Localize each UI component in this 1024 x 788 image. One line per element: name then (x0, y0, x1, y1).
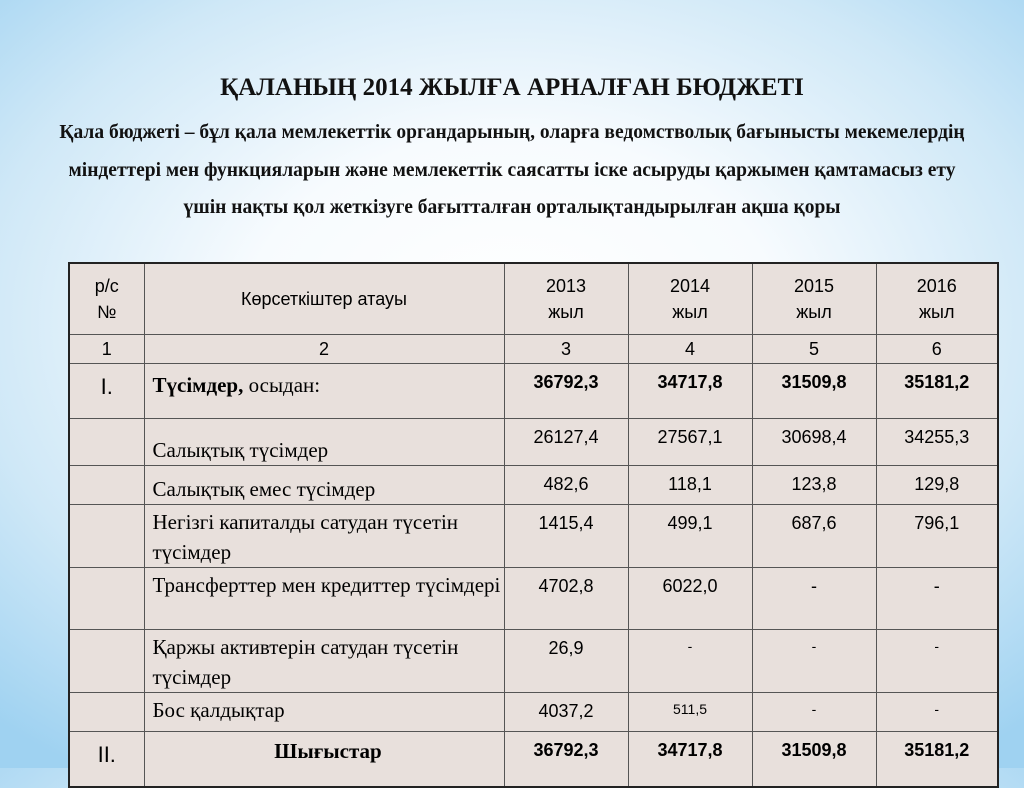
row-value-2013: 26127,4 (504, 419, 628, 466)
row-value-2014: 34717,8 (628, 732, 752, 788)
table-row (69, 630, 998, 693)
row-value-2014: 499,1 (628, 505, 752, 568)
row-value-2014: - (628, 630, 752, 693)
row-name: Салықтық емес түсімдер (144, 466, 504, 505)
table-header-row (69, 263, 998, 335)
row-name: Негізгі капиталды сатудан түсетін түсімдер (144, 505, 504, 568)
row-name-suffix: осыдан: (243, 373, 321, 397)
header-year-2015: 2015 жыл (752, 263, 876, 335)
slide-subtitle: Қала бюджеті – бұл қала мемлекеттік органдарының, оларға ведомстволық бағынысты мекемелердің міндеттері мен функцияларын және мемлекеттік саясатты іске асыруды қаржымен қамтамасыз ету үшін нақты қол жеткізуге бағытталған орталықтандырылған ақша қоры (59, 122, 965, 218)
slide-title: ҚАЛАНЫҢ 2014 ЖЫЛҒА АРНАЛҒАН БЮДЖЕТІ (220, 74, 804, 101)
row-value-2016: 35181,2 (876, 732, 998, 788)
row-value-2016: 35181,2 (876, 364, 998, 419)
row-value-2015: - (752, 568, 876, 630)
col-number: 1 (69, 335, 144, 364)
row-value-2016: - (876, 630, 998, 693)
table-row-expenditures (69, 732, 998, 788)
table-row (69, 693, 998, 732)
row-number (69, 505, 144, 568)
row-value-2013: 36792,3 (504, 364, 628, 419)
table-row (69, 466, 998, 505)
col-number: 3 (504, 335, 628, 364)
header-name: Көрсеткіштер атауы (144, 263, 504, 335)
header-year-2013: 2013 жыл (504, 263, 628, 335)
table-row (69, 568, 998, 630)
header-no: р/с № (69, 263, 144, 335)
row-value-2015: - (752, 693, 876, 732)
row-value-2015: - (752, 630, 876, 693)
row-value-2016: 34255,3 (876, 419, 998, 466)
budget-table (68, 262, 999, 788)
table-row (69, 419, 998, 466)
row-value-2016: 796,1 (876, 505, 998, 568)
row-name-main: Түсімдер, (152, 373, 244, 397)
row-value-2016: - (876, 693, 998, 732)
row-value-2016: - (876, 568, 998, 630)
row-value-2013: 482,6 (504, 466, 628, 505)
row-number: II. (69, 732, 144, 788)
row-number (69, 693, 144, 732)
col-number: 4 (628, 335, 752, 364)
table-row (69, 505, 998, 568)
row-name: Бос қалдықтар (144, 693, 504, 732)
row-name: Қаржы активтерін сатудан түсетін түсімдер (144, 630, 504, 693)
row-value-2014: 27567,1 (628, 419, 752, 466)
col-number: 2 (144, 335, 504, 364)
row-value-2015: 31509,8 (752, 732, 876, 788)
row-value-2016: 129,8 (876, 466, 998, 505)
row-number (69, 419, 144, 466)
row-number: I. (69, 364, 144, 419)
row-value-2013: 36792,3 (504, 732, 628, 788)
row-number (69, 568, 144, 630)
row-value-2013: 1415,4 (504, 505, 628, 568)
col-number: 6 (876, 335, 998, 364)
row-name: Шығыстар (144, 732, 504, 788)
header-year-2014: 2014 жыл (628, 263, 752, 335)
row-value-2014: 6022,0 (628, 568, 752, 630)
row-value-2014: 511,5 (628, 693, 752, 732)
row-value-2013: 4037,2 (504, 693, 628, 732)
row-number (69, 466, 144, 505)
row-value-2015: 31509,8 (752, 364, 876, 419)
row-value-2015: 123,8 (752, 466, 876, 505)
row-value-2013: 4702,8 (504, 568, 628, 630)
col-number: 5 (752, 335, 876, 364)
header-year-2016: 2016 жыл (876, 263, 998, 335)
row-value-2013: 26,9 (504, 630, 628, 693)
row-name: Трансферттер мен кредиттер түсімдері (144, 568, 504, 630)
row-name (144, 364, 504, 419)
column-number-row (69, 335, 998, 364)
row-value-2014: 118,1 (628, 466, 752, 505)
row-value-2015: 687,6 (752, 505, 876, 568)
row-value-2015: 30698,4 (752, 419, 876, 466)
row-value-2014: 34717,8 (628, 364, 752, 419)
table-row-revenues (69, 364, 998, 419)
row-name: Салықтық түсімдер (144, 419, 504, 466)
row-number (69, 630, 144, 693)
